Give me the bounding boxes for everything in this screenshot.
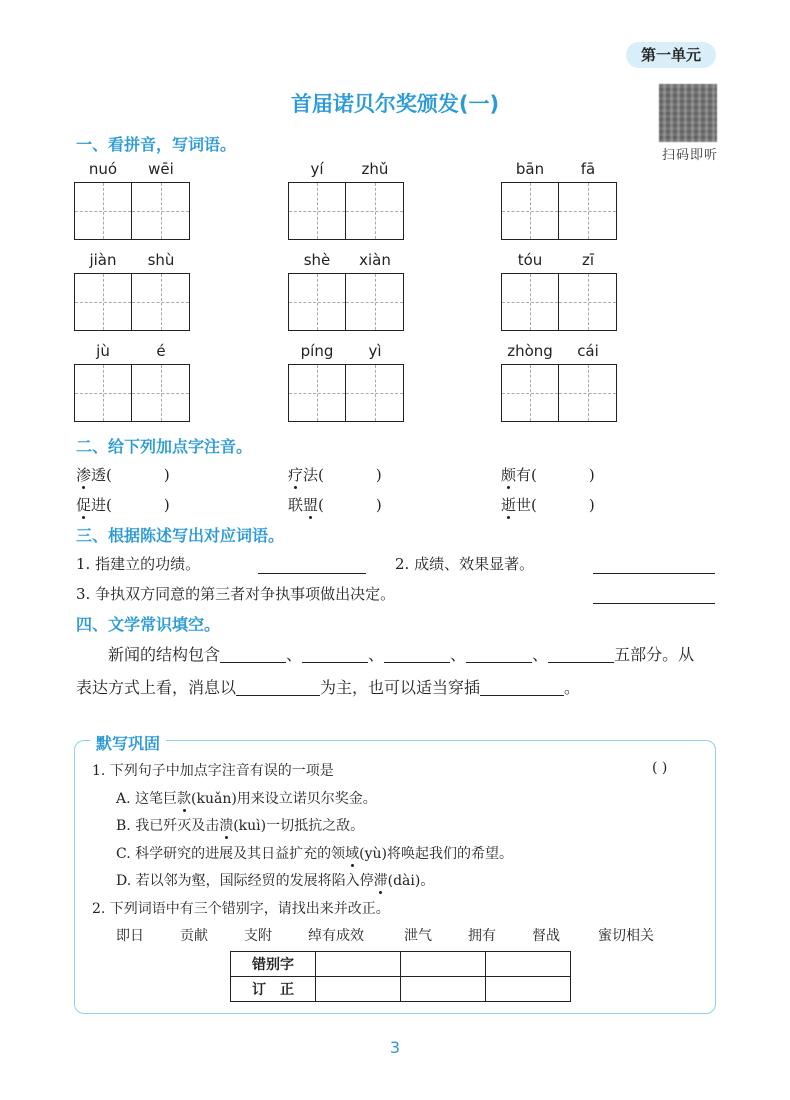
page-title: 首届诺贝尔奖颁发(一) [290, 92, 500, 116]
writing-cell[interactable] [132, 364, 190, 422]
review-question-1: 1. 下列句子中加点字注音有误的一项是 [92, 763, 334, 779]
pinyin: fā [580, 160, 596, 178]
pinyin-group [501, 342, 617, 422]
word: 支附 [244, 928, 272, 944]
unit-badge: 第一单元 [626, 42, 716, 68]
pinyin: jù [96, 342, 110, 360]
annotate-item: 疗法( ) [288, 466, 382, 484]
annotate-item: 逝世( ) [501, 496, 595, 514]
pinyin: zī [581, 251, 595, 269]
pinyin-group [501, 251, 617, 331]
review-question-2: 2. 下列词语中有三个错别字，请找出来并改正。 [92, 901, 390, 917]
word: 蜜切相关 [598, 928, 654, 944]
literature-line-2: 表达方式上看，消息以 为主，也可以适当穿插 。 [76, 678, 581, 697]
word: 绰有成效 [308, 928, 364, 944]
pinyin: zhǔ [361, 160, 389, 178]
table-cell[interactable] [486, 977, 571, 1002]
table-cell[interactable] [401, 977, 486, 1002]
word: 即日 [116, 928, 144, 944]
option-b[interactable]: B. 我已歼灭及击溃(kuì)一切抵抗之敌。 [116, 818, 365, 834]
annotate-item: 颇有( ) [501, 466, 595, 484]
word: 拥有 [468, 928, 496, 944]
pinyin-group [288, 342, 404, 422]
correction-table [230, 951, 571, 1002]
pinyin: tóu [517, 251, 543, 269]
statement-2: 2. 成绩、效果显著。 [395, 555, 535, 573]
pinyin: nuó [88, 160, 118, 178]
writing-cell[interactable] [501, 364, 559, 422]
section-3-heading: 三、根据陈述写出对应词语。 [76, 526, 285, 545]
pinyin-group [74, 251, 190, 331]
writing-cell[interactable] [559, 182, 617, 240]
annotate-item: 联盟( ) [288, 496, 382, 514]
table-header-correct: 订 正 [231, 977, 316, 1002]
writing-cell[interactable] [346, 182, 404, 240]
answer-blank[interactable] [480, 679, 564, 696]
section-4-heading: 四、文学常识填空。 [76, 615, 221, 634]
writing-cell[interactable] [559, 273, 617, 331]
word: 贡献 [180, 928, 208, 944]
answer-line[interactable] [593, 572, 715, 574]
qr-code-icon[interactable] [659, 84, 717, 142]
pinyin: zhòng [507, 342, 553, 360]
pinyin-group [501, 160, 617, 240]
annotate-item: 促进( ) [76, 496, 170, 514]
table-cell[interactable] [486, 952, 571, 977]
table-cell[interactable] [316, 952, 401, 977]
pinyin: cái [577, 342, 599, 360]
table-header-wrong: 错别字 [231, 952, 316, 977]
section-1-heading: 一、看拼音，写词语。 [76, 135, 237, 154]
table-cell[interactable] [401, 952, 486, 977]
pinyin: yì [368, 342, 382, 360]
answer-blank[interactable] [384, 646, 450, 663]
pinyin-group [74, 342, 190, 422]
writing-cell[interactable] [346, 364, 404, 422]
pinyin-group [74, 160, 190, 240]
literature-line-1: 新闻的结构包含 、 、 、 、 五部分。从 [108, 645, 695, 664]
option-c[interactable]: C. 科学研究的进展及其日益扩充的领域(yù)将唤起我们的希望。 [116, 846, 513, 862]
pinyin: yí [310, 160, 324, 178]
writing-cell[interactable] [288, 273, 346, 331]
option-a[interactable]: A. 这笔巨款(kuǎn)用来设立诺贝尔奖金。 [116, 791, 377, 807]
statement-3: 3. 争执双方同意的第三者对争执事项做出决定。 [76, 585, 396, 603]
answer-line[interactable] [593, 602, 715, 604]
word: 泄气 [404, 928, 432, 944]
writing-cell[interactable] [74, 273, 132, 331]
writing-cell[interactable] [288, 182, 346, 240]
pinyin: jiàn [89, 251, 117, 269]
word: 督战 [532, 928, 560, 944]
writing-cell[interactable] [559, 364, 617, 422]
answer-blank[interactable] [548, 646, 614, 663]
pinyin-group [288, 251, 404, 331]
pinyin: shù [147, 251, 175, 269]
writing-cell[interactable] [501, 273, 559, 331]
qr-label: 扫码即听 [661, 148, 718, 163]
answer-paren[interactable]: ( ) [652, 760, 668, 776]
annotate-item: 渗透( ) [76, 466, 170, 484]
writing-cell[interactable] [132, 182, 190, 240]
section-2-heading: 二、给下列加点字注音。 [76, 437, 253, 456]
pinyin-group [288, 160, 404, 240]
pinyin: wēi [148, 160, 174, 178]
review-title: 默写巩固 [90, 731, 166, 754]
answer-blank[interactable] [466, 646, 532, 663]
writing-cell[interactable] [346, 273, 404, 331]
writing-cell[interactable] [288, 364, 346, 422]
writing-cell[interactable] [501, 182, 559, 240]
writing-cell[interactable] [132, 273, 190, 331]
pinyin: bān [515, 160, 545, 178]
answer-line[interactable] [258, 572, 366, 574]
pinyin: shè [303, 251, 331, 269]
page-number: 3 [389, 1038, 401, 1057]
answer-blank[interactable] [220, 646, 286, 663]
option-d[interactable]: D. 若以邻为壑，国际经贸的发展将陷入停滞(dài)。 [116, 873, 435, 889]
pinyin: xiàn [359, 251, 391, 269]
writing-cell[interactable] [74, 364, 132, 422]
statement-1: 1. 指建立的功绩。 [76, 555, 201, 573]
answer-blank[interactable] [302, 646, 368, 663]
pinyin: píng [300, 342, 334, 360]
table-cell[interactable] [316, 977, 401, 1002]
writing-cell[interactable] [74, 182, 132, 240]
pinyin: é [156, 342, 166, 360]
answer-blank[interactable] [236, 679, 320, 696]
